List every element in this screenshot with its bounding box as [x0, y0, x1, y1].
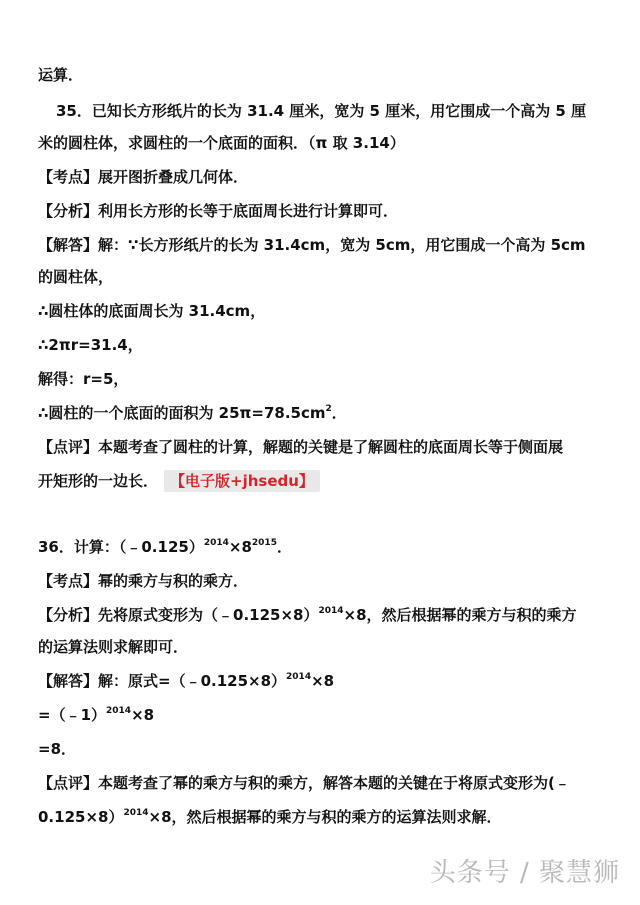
superscript: 2015	[251, 538, 277, 548]
text-line: =8．	[38, 740, 77, 758]
superscript: 2014	[203, 538, 229, 548]
text-line: ∴圆柱体的底面周长为 31.4cm，	[38, 302, 266, 320]
text-span: 【解答】解：原式=（﹣0.125×8）	[38, 672, 287, 690]
superscript: 2014	[123, 808, 149, 818]
fenxi-line	[38, 604, 610, 626]
text-line	[38, 704, 610, 726]
text-span: =（﹣1）	[38, 706, 107, 724]
superscript: 2	[325, 404, 332, 414]
text-line	[38, 806, 610, 828]
text-span: 开矩形的一边长．	[38, 472, 159, 490]
text-span: ．	[331, 404, 347, 422]
source-tag: 【电子版+jhsedu】	[164, 470, 320, 492]
text-line	[38, 470, 610, 492]
jieda-line	[38, 670, 610, 692]
superscript: 2014	[286, 672, 312, 682]
text-line: 运算．	[38, 66, 84, 84]
text-span: ×8	[228, 538, 252, 556]
question-36-line	[38, 536, 610, 558]
text-span: 【分析】先将原式变形为（﹣0.125×8）	[38, 606, 319, 624]
text-span: 0.125×8）	[38, 808, 124, 826]
text-line: 米的圆柱体，求圆柱的一个底面的面积．（π 取 3.14）	[38, 134, 405, 152]
jieda-line: 【解答】解：∵长方形纸片的长为 31.4cm，宽为 5cm，用它围成一个高为 5cm	[38, 236, 586, 254]
text-span: ×8	[311, 672, 335, 690]
text-span: 36．计算：（﹣0.125）	[38, 538, 204, 556]
text-line: ∴2πr=31.4，	[38, 336, 143, 354]
fenxi-line: 【分析】利用长方形的长等于底面周长进行计算即可．	[38, 202, 399, 220]
text-line: 的运算法则求解即可．	[38, 638, 189, 656]
text-span: ×8	[131, 706, 155, 724]
text-line: 的圆柱体，	[38, 268, 114, 286]
text-line	[38, 402, 610, 424]
text-span: ×8，然后根据幂的乘方与积的乘方	[343, 606, 577, 624]
superscript: 2014	[318, 606, 344, 616]
dianping-line: 【点评】本题考查了圆柱的计算，解题的关键是了解圆柱的底面周长等于侧面展	[38, 438, 564, 456]
text-line: 解得：r=5，	[38, 370, 129, 388]
superscript: 2014	[106, 706, 132, 716]
kaodian-line: 【考点】幂的乘方与积的乘方．	[38, 572, 249, 590]
watermark: 头条号 / 聚慧狮	[429, 858, 620, 888]
dianping-line: 【点评】本题考查了幂的乘方与积的乘方，解答本题的关键在于将原式变形为(﹣	[38, 774, 570, 792]
text-span: ．	[276, 538, 292, 556]
text-span: ∴圆柱的一个底面的面积为 25π=78.5cm	[38, 404, 326, 422]
question-35-line: 35．已知长方形纸片的长为 31.4 厘米，宽为 5 厘米，用它围成一个高为 5 厘	[56, 102, 587, 120]
kaodian-line: 【考点】展开图折叠成几何体．	[38, 168, 249, 186]
text-span: ×8，然后根据幂的乘方与积的乘方的运算法则求解．	[148, 808, 502, 826]
